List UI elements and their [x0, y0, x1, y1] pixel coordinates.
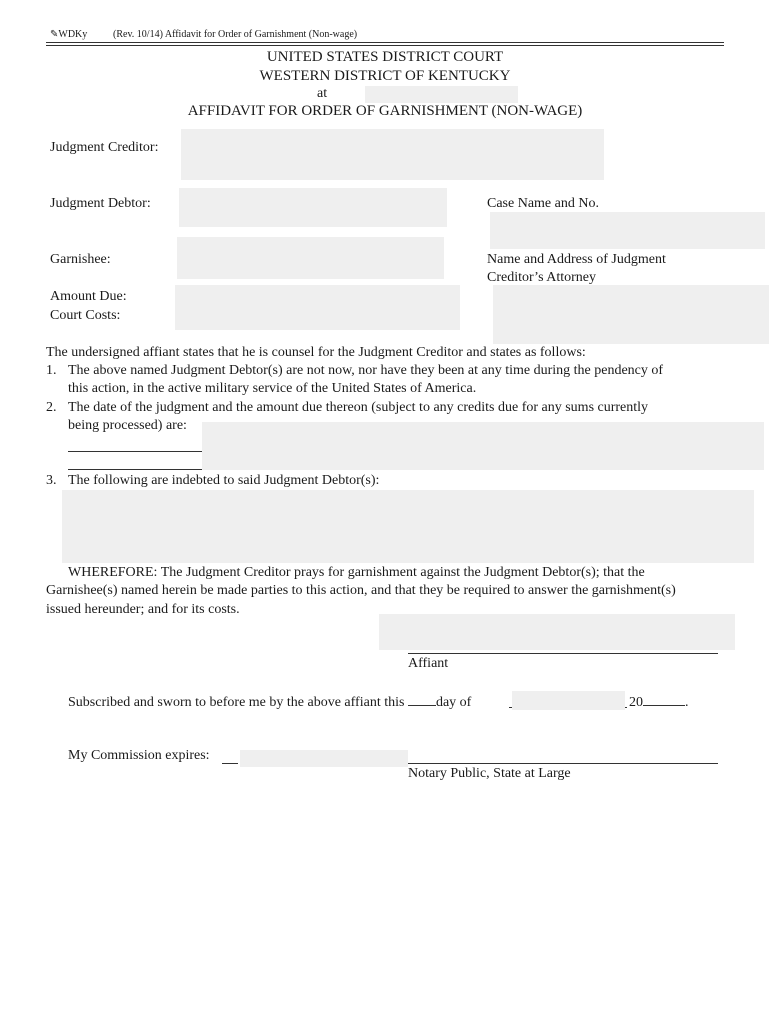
amount-due-label: Amount Due: — [50, 289, 127, 304]
judgment-blank-line-1 — [68, 451, 202, 452]
court-name: UNITED STATES DISTRICT COURT — [266, 49, 504, 65]
sworn-day-of: day of — [435, 695, 472, 710]
affiant-label: Affiant — [408, 656, 449, 671]
judgment-debtor-field[interactable] — [179, 188, 447, 227]
sworn-day-blank[interactable] — [408, 692, 436, 706]
wherefore-line2: Garnishee(s) named herein be made parties to this action, and that they be required to answer the garnishment(s) — [46, 583, 676, 598]
wherefore-line3: issued hereunder; and for its costs. — [46, 602, 240, 617]
attorney-field[interactable] — [493, 285, 769, 344]
form-revision: (Rev. 10/14) Affidavit for Order of Garnishment (Non-wage) — [113, 29, 358, 40]
amount-costs-field[interactable] — [175, 285, 460, 330]
commission-expires-label: My Commission expires: — [68, 748, 210, 763]
judgment-creditor-label: Judgment Creditor: — [50, 140, 159, 155]
court-district: WESTERN DISTRICT OF KENTUCKY — [259, 68, 511, 84]
court-at-label: at — [317, 86, 328, 101]
judgment-debtor-label: Judgment Debtor: — [50, 196, 151, 211]
notary-label: Notary Public, State at Large — [408, 766, 571, 781]
header-rule-bottom — [46, 45, 724, 46]
item2-number: 2. — [46, 400, 57, 415]
sworn-year — [629, 692, 689, 711]
commission-expires-field[interactable] — [240, 750, 408, 767]
item1-line1: The above named Judgment Debtor(s) are not now, nor have they been at any time during the pendency of — [68, 363, 664, 378]
item1-line2: this action, in the active military service of the United States of America. — [68, 381, 477, 396]
notary-signature-line — [408, 763, 718, 764]
court-location-field[interactable] — [365, 86, 518, 103]
item3-line1: The following are indebted to said Judgment Debtor(s): — [68, 473, 380, 488]
garnishee-label: Garnishee: — [50, 252, 111, 267]
document-title: AFFIDAVIT FOR ORDER OF GARNISHMENT (NON-WAGE) — [187, 103, 583, 119]
court-costs-label: Court Costs: — [50, 308, 121, 323]
sworn-month-field[interactable] — [512, 691, 625, 710]
header-rule-top — [46, 42, 724, 43]
sworn-period: . — [685, 695, 689, 710]
item2-line1: The date of the judgment and the amount due thereon (subject to any credits due for any sums currently — [68, 400, 649, 415]
attorney-label-line2: Creditor’s Attorney — [487, 270, 597, 285]
case-name-field[interactable] — [490, 212, 765, 249]
affiant-signature-line — [408, 653, 718, 654]
judgment-creditor-field[interactable] — [181, 129, 604, 180]
sworn-year-prefix: 20 — [629, 695, 643, 710]
commission-blank-line — [222, 763, 238, 764]
garnishee-field[interactable] — [177, 237, 444, 279]
affiant-signature-field[interactable] — [379, 614, 735, 650]
intro-text: The undersigned affiant states that he is counsel for the Judgment Creditor and states as follows: — [46, 345, 586, 360]
judgment-date-amount-field[interactable] — [202, 422, 764, 470]
indebted-parties-field[interactable] — [62, 490, 754, 563]
case-name-label: Case Name and No. — [487, 196, 599, 211]
sworn-year-blank[interactable] — [643, 692, 685, 706]
sworn-prefix: Subscribed and sworn to before me by the above affiant this — [68, 695, 405, 710]
attorney-label-line1: Name and Address of Judgment — [487, 252, 666, 267]
judgment-blank-line-2 — [68, 469, 202, 470]
form-code: ✎WDKy — [50, 29, 88, 40]
item2-line2: being processed) are: — [68, 418, 187, 433]
wherefore-line1: WHEREFORE: The Judgment Creditor prays for garnishment against the Judgment Debtor(s); that the — [68, 565, 645, 580]
item3-number: 3. — [46, 473, 57, 488]
sworn-statement — [68, 692, 471, 711]
item1-number: 1. — [46, 363, 57, 378]
